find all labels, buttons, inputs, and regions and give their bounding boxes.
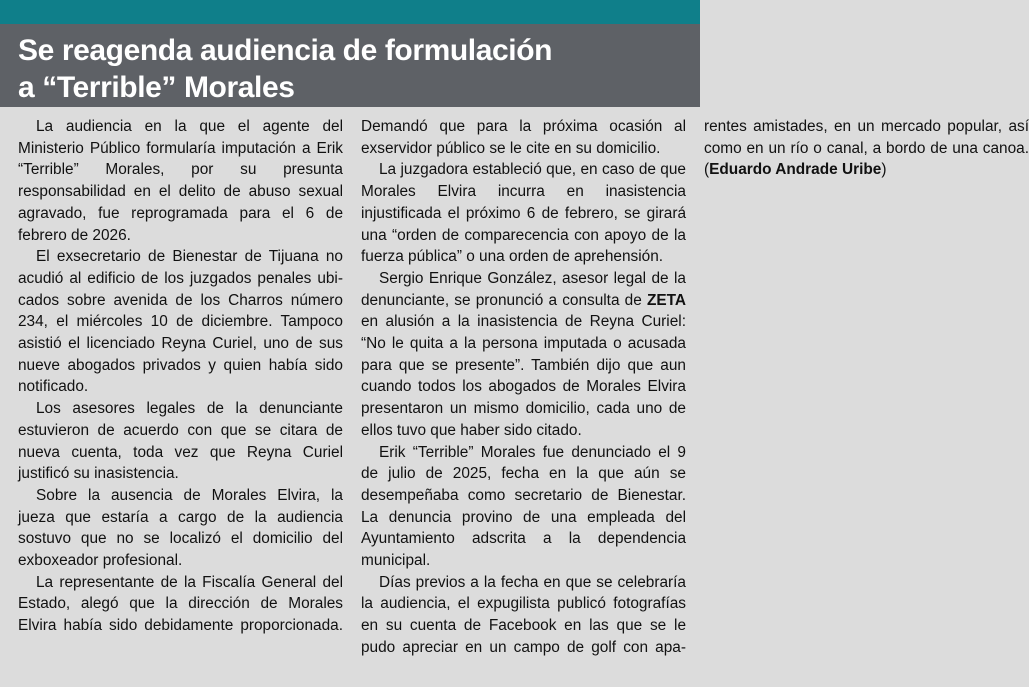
headline-line-1: Se reagenda audiencia de formulación [18, 34, 553, 67]
paragraph: Sobre la ausencia de Morales Elvira, la jueza que estaría a cargo de la audiencia sostuvo que no se localizó el domicilio del exboxeador profesional. [18, 486, 343, 570]
article-headline [18, 32, 688, 106]
paragraph-text: en alusión a la inasistencia de Reyna Curiel: “No le quita a la persona imputada o acusada para que se presente”. También dijo que aun cuando todos los abogados de Morales Elvira presentaron un mismo domicilio, cada uno de ellos tuvo que haber sido citado. [361, 313, 686, 439]
paragraph: La representante de la Fiscalía General del Estado, alegó que la dirección de Morales Elvira había sido debidamente proporcionada. Demandó que para la próxima ocasión al exservidor público se le cite en su domicilio. [18, 118, 686, 635]
paragraph: Erik “Terrible” Morales fue denunciado el 9 de julio de 2025, fecha en la que aún se desempeñaba como secretario de Bienestar. La denuncia provino de una empleada del Ayuntamiento adscrita a la dependencia municipal. [361, 443, 686, 570]
headline-banner [0, 24, 700, 107]
byline-open-paren: ( [704, 161, 710, 179]
paragraph: Los asesores legales de la denunciante estuvieron de acuerdo con que se citara de nueva cuenta, toda vez que Reyna Curiel justificó su inasistencia. [18, 400, 343, 483]
paragraph: El exsecretario de Bienestar de Tijuana no acudió al edificio de los juzgados penales ubicados sobre avenida de los Charros número 234, el miércoles 10 de diciembre. Tampoco asistió el licenciado Reyna Curiel, uno de sus nueve abogados privados y quien había sido notificado. [18, 248, 343, 396]
paragraph-text: Sergio Enrique González, asesor legal de la denunciante, se pronunció a consulta de [361, 269, 686, 309]
paragraph-text: Días previos a la fecha en que se celebraría la audiencia, el expugilista publicó fotografías en su cuenta de Facebook en las que se le pudo apreciar en un campo de golf con aparentes amistades, en un mercado popular, así como en un río o canal, a bordo de una canoa. [361, 118, 1029, 656]
top-accent-bar [0, 0, 700, 24]
publication-name: ZETA [646, 291, 686, 309]
paragraph: La audiencia en la que el agente del Ministerio Público formularía imputación a Erik “Terrible” Morales, por su presunta responsabilidad en el delito de abuso sexual agravado, fue reprogramada para el 6 de febrero de 2026. [18, 118, 343, 244]
paragraph [361, 268, 686, 442]
headline-line-2: a “Terrible” Morales [18, 71, 295, 104]
byline-close-paren: ) [881, 161, 887, 179]
article-body [18, 116, 1029, 676]
paragraph: La juzgadora estableció que, en caso de que Morales Elvira incurra en inasistencia injustificada el próximo 6 de febrero, se girará una “orden de comparecencia con apoyo de la fuerza pública” o una orden de aprehensión. [361, 161, 686, 266]
author-byline: Eduardo Andrade Uribe [709, 161, 882, 179]
